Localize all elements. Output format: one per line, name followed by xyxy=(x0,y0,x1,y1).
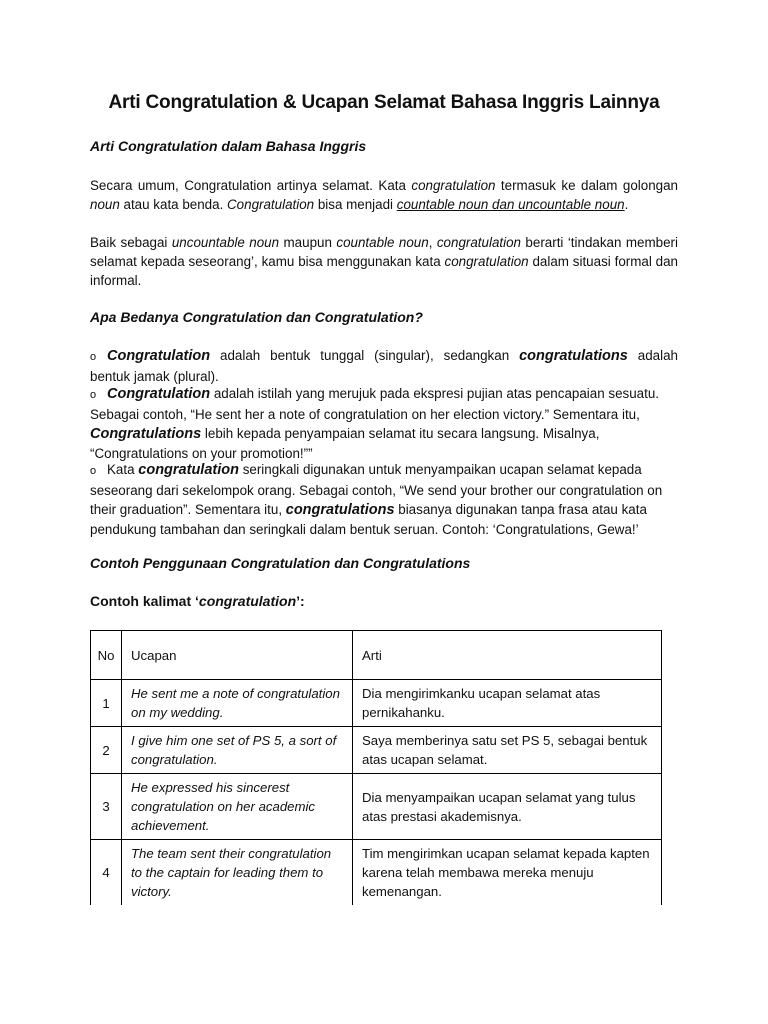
section-heading-contoh: Contoh Penggunaan Congratulation dan Congratulations xyxy=(90,555,471,571)
cell-no: 2 xyxy=(91,727,122,774)
table-row xyxy=(91,680,662,727)
cell-ucapan: He expressed his sincerest congratulation on her academic achievement. xyxy=(122,774,353,840)
table-header-row xyxy=(91,631,662,680)
document-title: Arti Congratulation & Ucapan Selamat Bahasa Inggris Lainnya xyxy=(108,92,660,113)
cell-arti: Dia menyampaikan ucapan selamat yang tulus atas prestasi akademisnya. xyxy=(353,774,662,840)
section-heading-bedanya: Apa Bedanya Congratulation dan Congratulation? xyxy=(90,309,423,325)
header-ucapan: Ucapan xyxy=(122,631,353,680)
section-heading-arti: Arti Congratulation dalam Bahasa Inggris xyxy=(90,138,367,154)
bullet-marker: o xyxy=(90,465,97,477)
header-no: No xyxy=(91,631,122,680)
cell-no: 3 xyxy=(91,774,122,840)
cell-arti: Tim mengirimkan ucapan selamat kepada kapten karena telah membawa mereka menuju kemenangan. xyxy=(353,840,662,906)
paragraph-arti-2: Baik sebagai uncountable noun maupun countable noun, congratulation berarti ‘tindakan memberi selamat kepada seseorang’, kamu bisa menggunakan kata congratulation dalam situasi formal dan informal. xyxy=(90,235,678,288)
paragraph-arti-1: Secara umum, Congratulation artinya selamat. Kata congratulation termasuk ke dalam golongan noun atau kata benda. Congratulation bisa menjadi countable noun dan uncountable noun. xyxy=(90,178,678,212)
countable-noun-underlined: countable noun dan uncountable noun xyxy=(396,197,625,212)
cell-no: 1 xyxy=(91,680,122,727)
cell-ucapan: He sent me a note of congratulation on my wedding. xyxy=(122,680,353,727)
table-row xyxy=(91,727,662,774)
bullet-item-3: o Kata congratulation seringkali digunakan untuk menyampaikan ucapan selamat kepada seseorang dari sekelompok orang. Sebagai contoh, “We send your brother our congratulation on their graduation”. Sementara itu, congratulations biasanya digunakan tanpa frasa atau kata pendukung tambahan dan seringkali dalam bentuk seruan. Contoh: ‘Congratulations, Gewa!’ xyxy=(90,462,663,537)
header-arti: Arti xyxy=(353,631,662,680)
bullet-marker: o xyxy=(90,389,97,401)
cell-arti: Dia mengirimkanku ucapan selamat atas pernikahanku. xyxy=(353,680,662,727)
table-row xyxy=(91,774,662,840)
table-row xyxy=(91,840,662,906)
cell-arti: Saya memberinya satu set PS 5, sebagai bentuk atas ucapan selamat. xyxy=(353,727,662,774)
example-table xyxy=(90,630,662,905)
cell-ucapan: I give him one set of PS 5, a sort of congratulation. xyxy=(122,727,353,774)
cell-no: 4 xyxy=(91,840,122,906)
bullet-item-2: o Congratulation adalah istilah yang merujuk pada ekspresi pujian atas pencapaian sesuatu. Sebagai contoh, “He sent her a note of congratulation on her election victory.” Sementara itu, Congratulations lebih kepada penyampaian selamat itu secara langsung. Misalnya, “Congratulations on your promotion!”” xyxy=(90,386,659,461)
bullet-marker: o xyxy=(90,351,97,363)
bullet-item-1: o Congratulation adalah bentuk tunggal (singular), sedangkan congratulations adalah bentuk jamak (plural). xyxy=(90,348,678,384)
subheading-contoh-kalimat: Contoh kalimat ‘congratulation’: xyxy=(90,593,305,609)
cell-ucapan: The team sent their congratulation to the captain for leading them to victory. xyxy=(122,840,353,906)
